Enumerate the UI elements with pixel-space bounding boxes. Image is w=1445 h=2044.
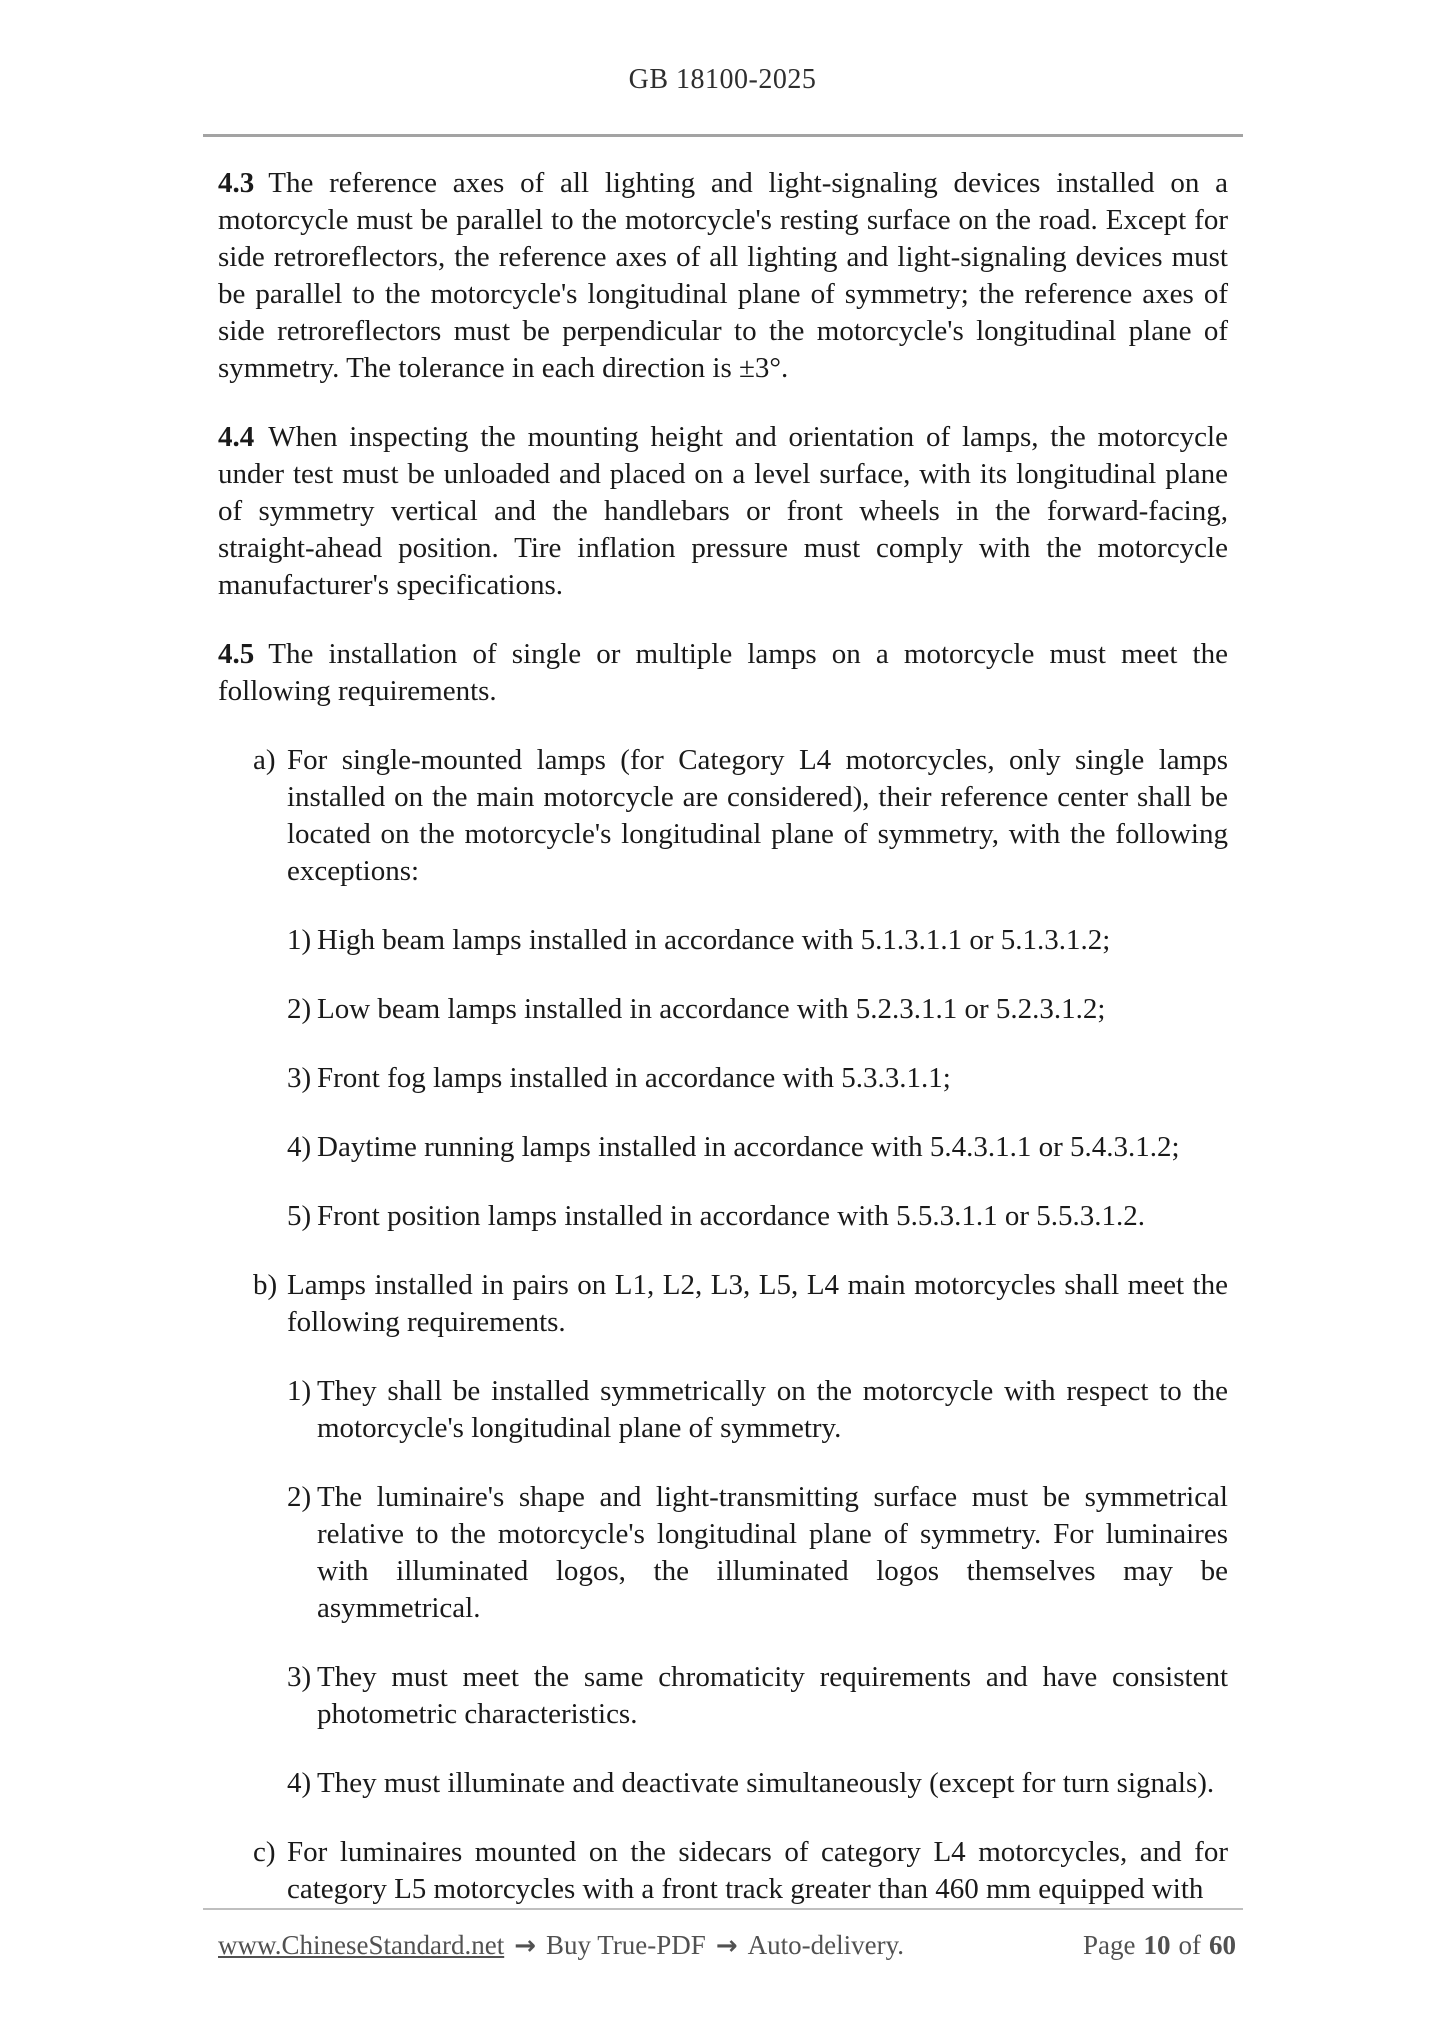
- auto-delivery-label: Auto-delivery.: [747, 1930, 905, 1960]
- list-text: Front position lamps installed in accordance with 5.5.3.1.1 or 5.5.3.1.2.: [317, 1200, 1145, 1232]
- list-marker: c): [253, 1836, 276, 1868]
- list-item-b-3: [218, 1659, 1228, 1733]
- list-marker: 5): [287, 1200, 312, 1232]
- list-marker: 3): [287, 1062, 312, 1094]
- list-text: For luminaires mounted on the sidecars of category L4 motorcycles, and for category L5 motorcycles with a front track greater than 460 mm equipped with: [287, 1836, 1228, 1905]
- list-marker: 2): [287, 993, 312, 1025]
- document-body: [218, 165, 1228, 1940]
- list-text: Lamps installed in pairs on L1, L2, L3, L5, L4 main motorcycles shall meet the following requirements.: [287, 1269, 1228, 1338]
- list-marker: a): [253, 744, 276, 776]
- list-item-c: [218, 1834, 1228, 1908]
- arrow-right-icon: →: [514, 1931, 536, 1961]
- list-text: Front fog lamps installed in accordance with 5.3.3.1.1;: [317, 1062, 951, 1094]
- list-text: Low beam lamps installed in accordance with 5.2.3.1.1 or 5.2.3.1.2;: [317, 993, 1106, 1025]
- list-text: They must meet the same chromaticity requirements and have consistent photometric characteristics.: [317, 1661, 1228, 1730]
- page-footer: [218, 1930, 1240, 1961]
- list-marker: 4): [287, 1131, 312, 1163]
- list-marker: 3): [287, 1661, 312, 1693]
- list-item-a-2: [218, 991, 1228, 1028]
- list-item-a-3: [218, 1060, 1228, 1097]
- of-label: of: [1178, 1930, 1201, 1960]
- list-text: They must illuminate and deactivate simultaneously (except for turn signals).: [317, 1767, 1215, 1799]
- list-item-a-4: [218, 1129, 1228, 1166]
- total-page-number: 60: [1209, 1930, 1236, 1960]
- website-link[interactable]: www.ChineseStandard.net: [218, 1930, 505, 1960]
- list-marker: b): [253, 1269, 278, 1301]
- page-label: Page: [1083, 1930, 1136, 1960]
- list-item-b-1: [218, 1373, 1228, 1447]
- arrow-right-icon: →: [715, 1931, 738, 1961]
- section-4-4: [218, 419, 1228, 604]
- list-item-a: [218, 742, 1228, 890]
- section-number: 4.3: [218, 167, 255, 199]
- list-item-b-4: [218, 1765, 1228, 1802]
- section-text: The installation of single or multiple lamps on a motorcycle must meet the following requirements.: [218, 638, 1228, 707]
- page-title: GB 18100-2025: [628, 64, 817, 95]
- footer-divider: [203, 1908, 1243, 1910]
- list-marker: 1): [287, 1375, 312, 1407]
- list-text: The luminaire's shape and light-transmitting surface must be symmetrical relative to the motorcycle's longitudinal plane of symmetry. For luminaires with illuminated logos, the illuminated logos themselves may be asymmetrical.: [317, 1481, 1228, 1624]
- list-text: For single-mounted lamps (for Category L4 motorcycles, only single lamps installed on the main motorcycle are considered), their reference center shall be located on the motorcycle's longitudinal plane of symmetry, with the following exceptions:: [287, 744, 1228, 887]
- list-marker: 4): [287, 1767, 312, 1799]
- list-text: Daytime running lamps installed in accordance with 5.4.3.1.1 or 5.4.3.1.2;: [317, 1131, 1180, 1163]
- page-indicator: [1079, 1930, 1240, 1961]
- header-divider: [203, 134, 1243, 137]
- section-number: 4.4: [218, 421, 255, 453]
- list-item-b-2: [218, 1479, 1228, 1627]
- list-text: They shall be installed symmetrically on the motorcycle with respect to the motorcycle's longitudinal plane of symmetry.: [317, 1375, 1228, 1444]
- list-marker: 2): [287, 1481, 312, 1513]
- list-text: High beam lamps installed in accordance with 5.1.3.1.1 or 5.1.3.1.2;: [317, 924, 1111, 956]
- section-text: When inspecting the mounting height and orientation of lamps, the motorcycle under test must be unloaded and placed on a level surface, with its longitudinal plane of symmetry vertical and the handlebars or front wheels in the forward-facing, straight-ahead position. Tire inflation pressure must comply with the motorcycle manufacturer's specifications.: [218, 421, 1228, 601]
- list-item-b: [218, 1267, 1228, 1341]
- buy-true-pdf-label: Buy True-PDF: [546, 1930, 706, 1960]
- list-marker: 1): [287, 924, 312, 956]
- footer-links: [218, 1930, 904, 1961]
- section-number: 4.5: [218, 638, 255, 670]
- current-page-number: 10: [1143, 1930, 1171, 1960]
- section-text: The reference axes of all lighting and light-signaling devices installed on a motorcycle must be parallel to the motorcycle's resting surface on the road. Except for side retroreflectors, the reference axes of all lighting and light-signaling devices must be parallel to the motorcycle's longitudinal plane of symmetry; the reference axes of side retroreflectors must be perpendicular to the motorcycle's longitudinal plane of symmetry. The tolerance in each direction is ±3°.: [218, 167, 1228, 384]
- section-4-5: [218, 636, 1228, 710]
- list-item-a-1: [218, 922, 1228, 959]
- section-4-3: [218, 165, 1228, 387]
- list-item-a-5: [218, 1198, 1228, 1235]
